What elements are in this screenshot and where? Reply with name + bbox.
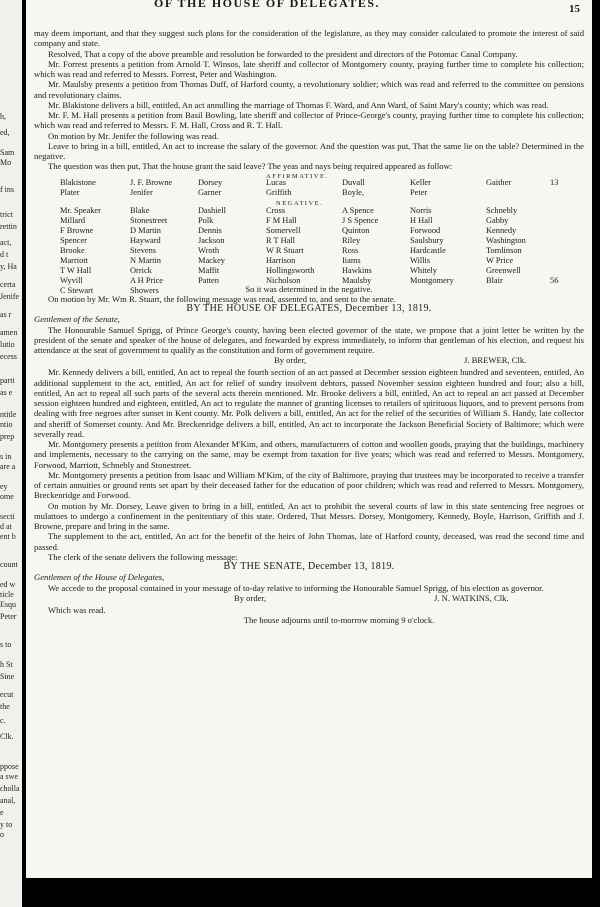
margin-fragment: anal, (0, 796, 16, 805)
margin-fragment: are a (0, 462, 16, 471)
adjournment: The house adjourns until to-morrow morning 9 o'clock. (243, 615, 435, 625)
vote-name: Forwood (410, 225, 441, 235)
vote-name: Brooke (60, 245, 85, 255)
vote-name: Maulsby (342, 275, 372, 285)
vote-name: 56 (550, 275, 559, 285)
margin-fragment: amen (0, 328, 18, 337)
margin-fragment: Sine (0, 672, 15, 681)
vote-name: 13 (550, 177, 559, 187)
vote-name: Duvall (342, 177, 365, 187)
vote-name: Hawkins (342, 265, 372, 275)
paragraph: Which was read. (48, 604, 106, 615)
vote-name: R T Hall (266, 235, 296, 245)
margin-fragment: ntitle (0, 410, 17, 419)
margin-fragment: ntio (0, 420, 13, 429)
vote-name: Nicholson (266, 275, 301, 285)
margin-fragment: f ins (0, 185, 14, 194)
vote-name: Blair (486, 275, 503, 285)
paragraph: Mr. Forrest presents a petition from Arnold T. Winsos, late sheriff and collector of Montgomery county, praying further time to complete his collection; which was read and referred to Messrs. Forrest, Peter and Washington. (34, 58, 584, 79)
margin-fragment: d at (0, 522, 12, 531)
paragraph: may deem important, and that they suggest such plans for the consideration of the legislature, as they may consider calculated to promote the interest of said company and state. (34, 28, 584, 49)
message-body: We accede to the proposal contained in your message of to-day relative to informing the Honourable Samuel Sprigg, of his election as governor. (48, 582, 544, 593)
margin-fragment: ecess (0, 352, 17, 361)
vote-name: Hollingsworth (266, 265, 315, 275)
vote-name: Harrison (266, 255, 296, 265)
page-number: 15 (569, 3, 580, 15)
vote-name: Riley (342, 235, 361, 245)
margin-fragment: ticle (0, 590, 14, 599)
vote-name: Mackey (198, 255, 225, 265)
vote-name: Norris (410, 205, 432, 215)
margin-fragment: o (0, 830, 4, 839)
running-title: OF THE HOUSE OF DELEGATES. (154, 0, 381, 10)
margin-fragment: y to (0, 820, 13, 829)
margin-fragment: secti (0, 512, 15, 521)
vote-name: Hardcastle (410, 245, 446, 255)
vote-name: Dennis (198, 225, 222, 235)
vote-name: Polk (198, 215, 214, 225)
vote-name: Garner (198, 187, 222, 197)
vote-name: Showers (130, 285, 159, 295)
margin-fragment: the (0, 702, 10, 711)
paragraph: Mr. Kennedy delivers a bill, entitled, An act to repeal the fourth section of an act passed at December session eighteen hundred and seventeen, entitled, An additional supplement to the act, entitled, An act for relief of sundry insolvent debtors, passed November session eighteen hundred and four; also a bill, entitled, An act to repeal all such parts of the several acts therein mentioned. Mr. Brooke delivers a bill, entitled, An act to repeal an act passed at December session eighteen hundred and eighteen, entitled, An act to regulate the manner of granting licenses to retailers of spirituous liquors, and to prevent persons from dealing with free negroes after sunset in Kent county. Mr. Polk delivers a bill, entitled, An act for the relief of the securities of William S. Handy, late collector and sheriff of Somerset county. And Mr. Breckenridge delivers a bill, entitled, An act to incorporate the Jackson Beneficial Society of Baltimore; which were severally read. (34, 367, 584, 439)
vote-name: Saulsbury (410, 235, 444, 245)
paragraph: The clerk of the senate delivers the following message: (48, 551, 238, 562)
margin-fragment: Peter (0, 612, 17, 621)
vote-name: Whitely (410, 265, 437, 275)
vote-name: Patten (198, 275, 219, 285)
margin-fragment: as r (0, 310, 12, 319)
message-body: The Honourable Samuel Sprigg, of Prince George's county, having been elected governor of the state, we propose that a joint letter be written by the president of the senate and speaker of the house of delegates, and forwarded by express immediately, to inform that gentleman of his election, and request his attendance at the seat of government to qualify as the constitution and form of government require. (34, 324, 584, 355)
vote-name: Stonestreet (130, 215, 168, 225)
signature-by: By order, (274, 355, 307, 366)
signature-line (34, 593, 584, 605)
vote-name: Gabby (486, 215, 509, 225)
paragraph: Mr. Maulsby presents a petition from Thomas Duff, of Harford county, a revolutionary soldier; which was read and referred to the committee on pensions and revolutionary claims. (34, 79, 584, 100)
adjacent-page-margin (0, 0, 22, 907)
margin-fragment: certa (0, 280, 16, 289)
vote-name: D Martin (130, 225, 161, 235)
vote-name: F Browne (60, 225, 94, 235)
margin-fragment: h, (0, 112, 6, 121)
vote-name: Greenwell (486, 265, 521, 275)
vote-result: So it was determined in the negative. (245, 283, 373, 294)
journal-text (34, 28, 584, 625)
vote-name: Boyle, (342, 187, 365, 197)
vote-name: J S Spence (342, 215, 379, 225)
vote-name: Dashiell (198, 205, 226, 215)
margin-fragment: y, Ha (0, 262, 17, 271)
signature-name: J. BREWER, Clk. (464, 355, 527, 366)
signature-by: By order, (234, 592, 267, 603)
vote-name: Marriott (60, 255, 88, 265)
margin-fragment: Clk. (0, 732, 14, 741)
vote-name: Tomlinson (486, 245, 522, 255)
margin-fragment: Esqu (0, 600, 16, 609)
margin-fragment: d t (0, 250, 9, 259)
vote-name: Blakistone (60, 177, 96, 187)
vote-name: Kennedy (486, 225, 517, 235)
vote-name: Ross (342, 245, 359, 255)
vote-name: Gaither (486, 177, 512, 187)
vote-name: Plater (60, 187, 80, 197)
margin-fragment: Jenife (0, 292, 20, 301)
margin-fragment: ey (0, 482, 8, 491)
paragraph: On motion by Mr. Wm R. Stuart, the following message was read, assented to, and sent to the senate. (48, 293, 396, 304)
margin-fragment: s in (0, 452, 12, 461)
vote-name: Montgomery (410, 275, 454, 285)
vote-name: Cross (266, 205, 286, 215)
margin-fragment: Sam (0, 148, 15, 157)
margin-fragment: act, (0, 238, 12, 247)
vote-name: Dorsey (198, 177, 223, 187)
vote-name: J. F. Browne (130, 177, 173, 187)
message-heading: BY THE SENATE, December 13, 1819. (223, 561, 395, 572)
vote-name: Maffit (198, 265, 220, 275)
vote-name: Peter (410, 187, 428, 197)
paragraph: Leave to bring in a bill, entitled, An act to increase the salary of the governor. And the question was put, That the same lie on the table? Determined in the negative. (34, 140, 584, 161)
running-header (26, 0, 592, 16)
vote-name: A H Price (130, 275, 164, 285)
paragraph: On motion by Mr. Jenifer the following was read. (48, 130, 219, 141)
margin-fragment: count (0, 560, 18, 569)
vote-name: Willis (410, 255, 431, 265)
margin-fragment: h St (0, 660, 13, 669)
vote-name: Jackson (198, 235, 225, 245)
margin-fragment: trict (0, 210, 13, 219)
document-page (26, 0, 592, 878)
message-heading: BY THE HOUSE OF DELEGATES, December 13, 1819. (186, 303, 432, 314)
negative-label: NEGATIVE. (276, 199, 324, 207)
margin-fragment: rettin (0, 222, 17, 231)
margin-fragment: s to (0, 640, 12, 649)
margin-fragment: ecut (0, 690, 14, 699)
vote-name: T W Hall (60, 265, 92, 275)
vote-name: Jenifer (130, 187, 153, 197)
margin-fragment: ome (0, 492, 14, 501)
vote-name: Millard (60, 215, 86, 225)
salutation: Gentlemen of the House of Delegates, (34, 572, 165, 583)
resolution: Resolved, That a copy of the above preamble and resolution be forwarded to the president and directors of the Potomac Canal Company. (48, 48, 518, 59)
margin-fragment: Mo (0, 158, 12, 167)
paragraph: On motion by Mr. Dorsey, Leave given to bring in a bill, entitled, An act to prohibit the several courts of law in this state sentencing free negroes or mulattoes to undergo a confinement in the penitentiary of this state. Ordered, That Messrs. Dorsey, Montgomery, Kennedy, Boyle, Harrison, Griffith and J. Browne, prepare and bring in the same. (34, 500, 584, 531)
vote-name: Washington (486, 235, 526, 245)
signature-line (34, 355, 584, 367)
margin-fragment: ed w (0, 580, 16, 589)
margin-fragment: e (0, 808, 4, 817)
signature-name: J. N. WATKINS, Clk. (434, 592, 509, 603)
paragraph: Mr. Blakistone delivers a bill, entitled, An act annulling the marriage of Thomas F. Ward, and Ann Ward, of Saint Mary's county; which was read. (48, 99, 549, 110)
margin-fragment: as e (0, 388, 13, 397)
vote-name: N Martin (130, 255, 161, 265)
vote-name: Griffith (266, 187, 292, 197)
vote-name: Blake (130, 205, 150, 215)
margin-fragment: prep (0, 432, 15, 441)
vote-name: Stevens (130, 245, 157, 255)
vote-name: Quinton (342, 225, 370, 235)
vote-name: Wroth (198, 245, 220, 255)
margin-fragment: cholla (0, 784, 20, 793)
vote-name: Somervell (266, 225, 301, 235)
paragraph: The question was then put, That the house grant the said leave? The yeas and nays being required appeared as follow: (48, 161, 453, 172)
margin-fragment: parti (0, 376, 15, 385)
vote-name: Lucas (266, 177, 286, 187)
margin-fragment: ppose (0, 762, 19, 771)
vote-name: F M Hall (266, 215, 297, 225)
margin-fragment: a swe (0, 772, 18, 781)
vote-name: Hayward (130, 235, 161, 245)
margin-fragment: lutio (0, 340, 15, 349)
vote-name: Orrick (130, 265, 152, 275)
paragraph: Mr. Montgomery presents a petition from Isaac and William M'Kim, of the city of Baltimore, praying that trustees may be incorporated to receive a transfer of certain annuities or ground rents set apart by their deceased father for the education of poor children; which was read and referred to Messrs. Montgomery, Breckenridge and Forwood. (34, 469, 584, 501)
vote-name: Mr. Speaker (60, 205, 101, 215)
paragraph: Mr. Montgomery presents a petition from Alexander M'Kim, and others, manufacturers of cotton and woollen goods, praying that the buildings, machinery and implements, necessary to the carrying on the same, may be exempt from taxation for five years; which was read and referred to Messrs. Montgomery, Forwood, Marriott, Schnebly and Stonestreet. (34, 439, 584, 470)
paragraph: Mr. F. M. Hall presents a petition from Basil Bowling, late sheriff and collector of Prince-George's county, praying further time to complete his collection; which was read and referred to Messrs. F. M. Hall, Cross and R. T. Hall. (34, 110, 584, 131)
vote-name: Keller (410, 177, 431, 187)
margin-fragment: ent b (0, 532, 16, 541)
paragraph: The supplement to the act, entitled, An act for the benefit of the heirs of John Thomas, late of Harford county, deceased, was read the second time and passed. (34, 531, 584, 552)
vote-name: Spencer (60, 235, 87, 245)
vote-name: Wyvill (60, 275, 83, 285)
vote-name: Schnebly (486, 205, 518, 215)
vote-name: W Price (486, 255, 514, 265)
affirmative-label: AFFIRMATIVE. (266, 172, 329, 180)
margin-fragment: ed, (0, 128, 10, 137)
vote-name: C Stewart (60, 285, 94, 295)
vote-name: W R Stuart (266, 245, 304, 255)
vote-name: A Spence (342, 205, 374, 215)
salutation: Gentlemen of the Senate, (34, 314, 120, 325)
margin-fragment: c. (0, 716, 6, 725)
vote-name: Iiams (342, 255, 361, 265)
vote-name: H Hall (410, 215, 433, 225)
